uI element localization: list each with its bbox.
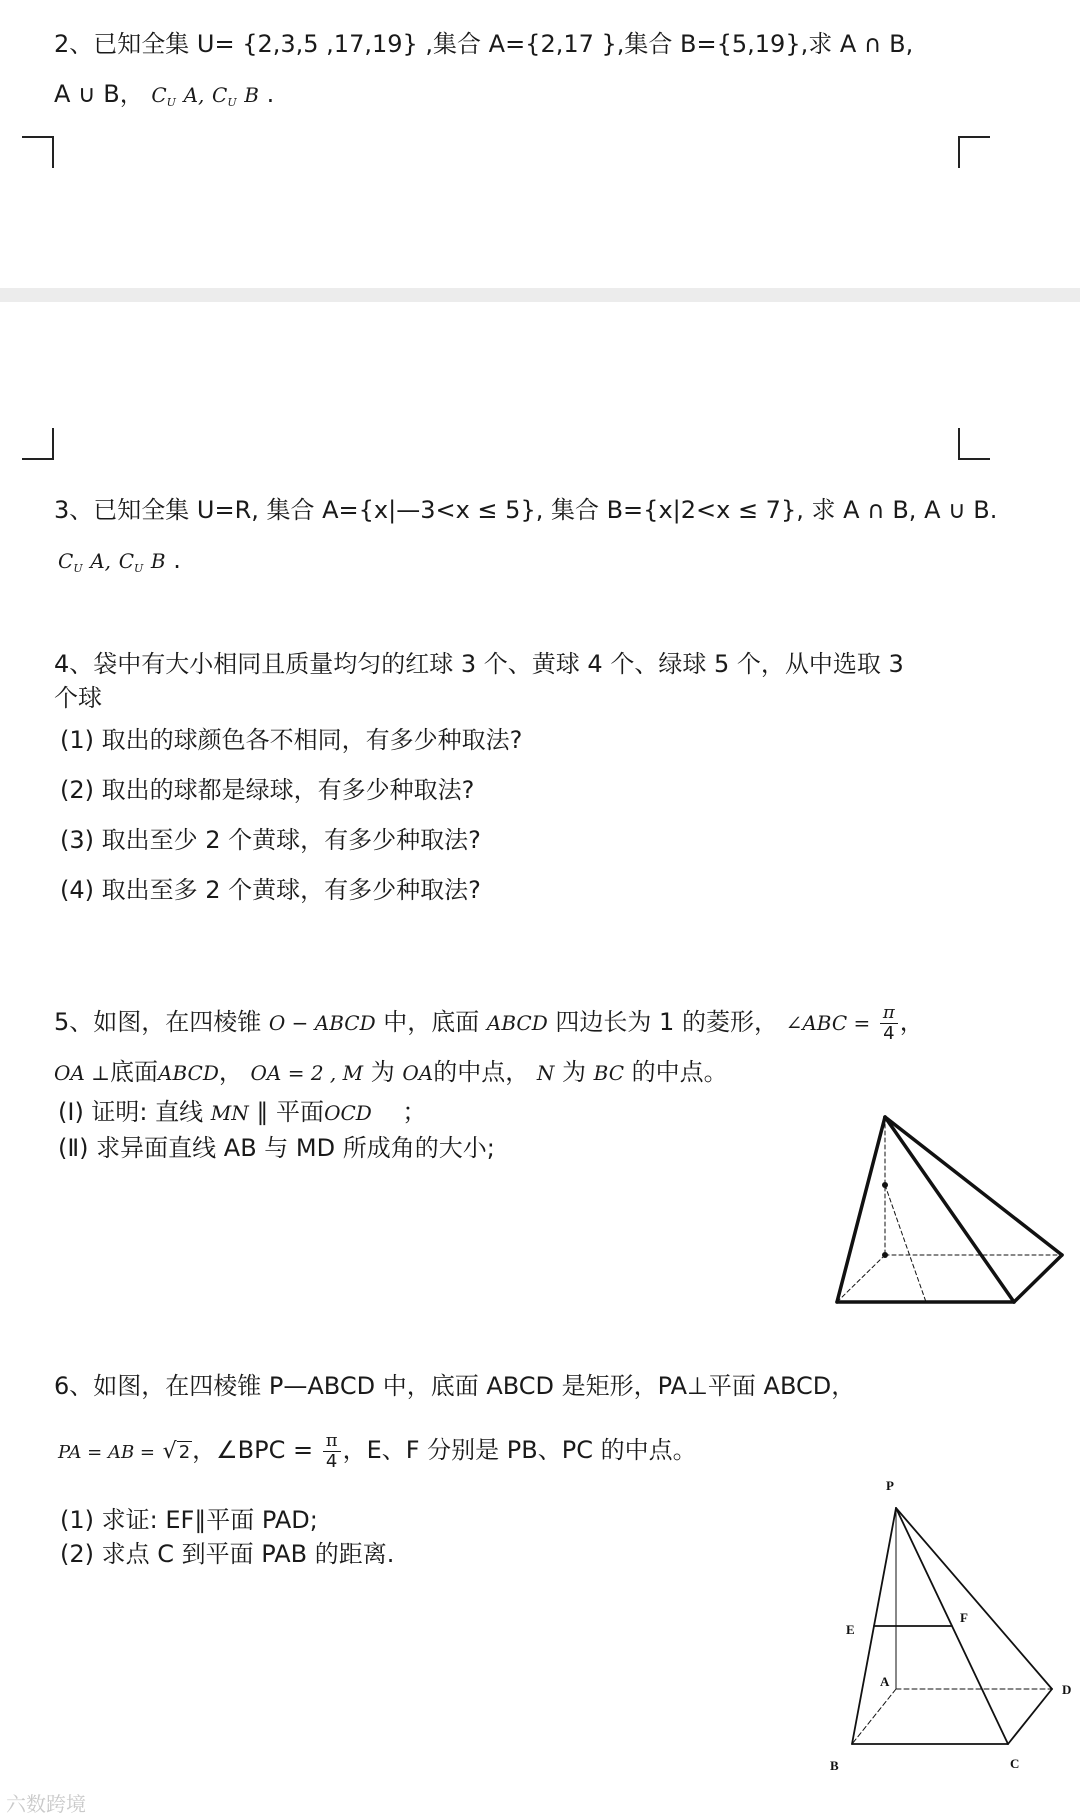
q3-line1: 3、已知全集 U=R, 集合 A={x|—3<x ≤ 5}, 集合 B={x|2<x ≤ 7}, 求 A ∩ B, A ∪ B. (54, 496, 998, 524)
q5-edge-cd (1014, 1255, 1062, 1302)
q4-part-4: (4) 取出至多 2 个黄球，有多少种取法? (60, 876, 481, 904)
q2-line2: A ∪ B， $C_U$ A, $C_U$ B . (54, 80, 275, 109)
q5-part-1: (Ⅰ) 证明: 直线 MN ∥ 平面OCD ； (58, 1098, 427, 1126)
q3-line2: $C_U$ A, $C_U$ B . (58, 546, 181, 575)
q6-sqrt: √ 2 (162, 1439, 191, 1464)
q6-line1: 6、如图，在四棱锥 P—ABCD 中，底面 ABCD 是矩形，PA⊥平面 ABCD， (54, 1372, 856, 1400)
q6-label-f: F (960, 1610, 968, 1625)
page-corner-bottom-right (958, 428, 990, 460)
page-corner-top-right (958, 136, 990, 168)
q5-edge-oc (885, 1117, 1014, 1302)
page-corner-top-left (22, 136, 54, 168)
q5-part-2: (Ⅱ) 求异面直线 AB 与 MD 所成角的大小; (58, 1134, 495, 1162)
q4-line1: 4、袋中有大小相同且质量均匀的红球 3 个、黄球 4 个、绿球 5 个，从中选取 3 (54, 650, 904, 678)
page-corner-bottom-left (22, 428, 54, 460)
q5-pyramid-figure (820, 1100, 1080, 1320)
q4-part-2: (2) 取出的球都是绿球，有多少种取法? (60, 776, 475, 804)
q5-edge-ob (837, 1117, 885, 1302)
q6-pyramid-figure (820, 1470, 1080, 1780)
q5-edge-om-n (885, 1185, 926, 1302)
q6-label-e: E (846, 1622, 855, 1637)
q6-label-c: C (1010, 1756, 1020, 1771)
q4-part-3: (3) 取出至少 2 个黄球，有多少种取法? (60, 826, 481, 854)
watermark: 六数跨境 (6, 1792, 86, 1816)
q5-pi-over-4: $\frac{\pi}{4}$ (880, 1003, 898, 1044)
q6-edge-ab (852, 1689, 896, 1744)
q6-pi-over-4: $\frac{\pi}{4}$ (323, 1431, 341, 1472)
q6-label-p: P (886, 1478, 894, 1493)
q5-line1: 5、如图，在四棱锥 O − ABCD 中，底面 ABCD 四边长为 1 的菱形， ∠ABC = $\frac{\pi}{4}$ ， (54, 1001, 924, 1044)
q6-line2: PA = AB = √ 2，∠BPC = $\frac{\pi}{4}$ ，E、F 分别是 PB、PC 的中点。 (58, 1429, 697, 1472)
q5-edge-od (885, 1117, 1062, 1255)
q2-line1: 2、已知全集 U= {2,3,5 ,17,19} ,集合 A={2,17 },集合 B={5,19},求 A ∩ B, (54, 30, 914, 58)
q5-point-m (882, 1182, 888, 1188)
q6-label-a: A (880, 1674, 890, 1689)
q6-label-b: B (830, 1758, 839, 1773)
q6-part-2: (2) 求点 C 到平面 PAB 的距离. (60, 1540, 395, 1568)
q5-line2: OA ⊥底面ABCD， OA = 2 , M 为 OA的中点， N 为 BC 的中点。 (54, 1058, 728, 1086)
q6-part-1: (1) 求证: EF∥平面 PAD; (60, 1506, 318, 1534)
page-separator (0, 288, 1080, 302)
q6-label-d: D (1062, 1682, 1072, 1697)
q4-part-1: (1) 取出的球颜色各不相同，有多少种取法? (60, 726, 523, 754)
q4-line2: 个球 (54, 684, 102, 712)
q6-edge-pd (896, 1508, 1052, 1689)
q5-point-a (882, 1252, 888, 1258)
q6-edge-cd (1008, 1689, 1052, 1744)
